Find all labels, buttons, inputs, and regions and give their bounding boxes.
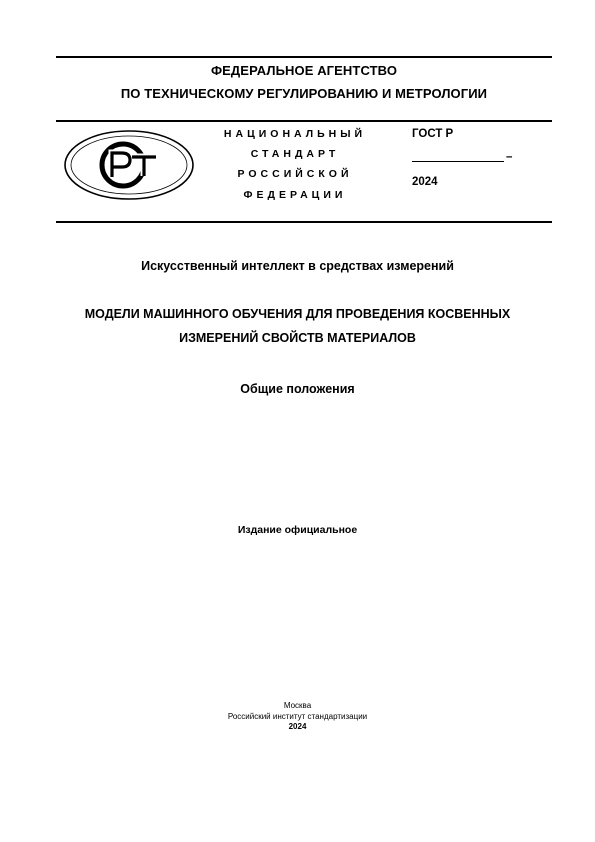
stamp-line-national: НАЦИОНАЛЬНЫЙ <box>223 128 367 140</box>
agency-line-2: ПО ТЕХНИЧЕСКОМУ РЕГУЛИРОВАНИЮ И МЕТРОЛОГИИ <box>120 86 488 101</box>
gost-label: ГОСТ Р <box>412 128 454 140</box>
stamp-line-russian: РОССИЙСКОЙ <box>237 168 353 180</box>
gost-year: 2024 <box>412 176 438 188</box>
edition-label: Издание официальное <box>237 524 358 536</box>
header-rule <box>56 120 552 122</box>
stamp-line-standard: СТАНДАРТ <box>250 148 340 160</box>
stamp-line-federation: ФЕДЕРАЦИИ <box>243 189 347 201</box>
subtitle: Общие положения <box>240 382 355 396</box>
gost-number-separator: – <box>506 151 513 163</box>
agency-line-1: ФЕДЕРАЛЬНОЕ АГЕНТСТВО <box>210 63 398 78</box>
stamp-rule <box>56 221 552 223</box>
footer-city: Москва <box>283 701 312 710</box>
footer-publisher: Российский институт стандартизации <box>227 712 368 721</box>
gost-number-blank <box>412 161 504 162</box>
footer-year: 2024 <box>288 722 307 731</box>
top-rule <box>56 56 552 58</box>
rst-gost-logo-icon <box>62 128 196 202</box>
main-title-line-2: ИЗМЕРЕНИЙ СВОЙСТВ МАТЕРИАЛОВ <box>179 331 416 345</box>
series-title: Искусственный интеллект в средствах измерений <box>141 259 454 273</box>
main-title-line-1: МОДЕЛИ МАШИННОГО ОБУЧЕНИЯ ДЛЯ ПРОВЕДЕНИЯ КОСВЕННЫХ <box>84 307 511 321</box>
